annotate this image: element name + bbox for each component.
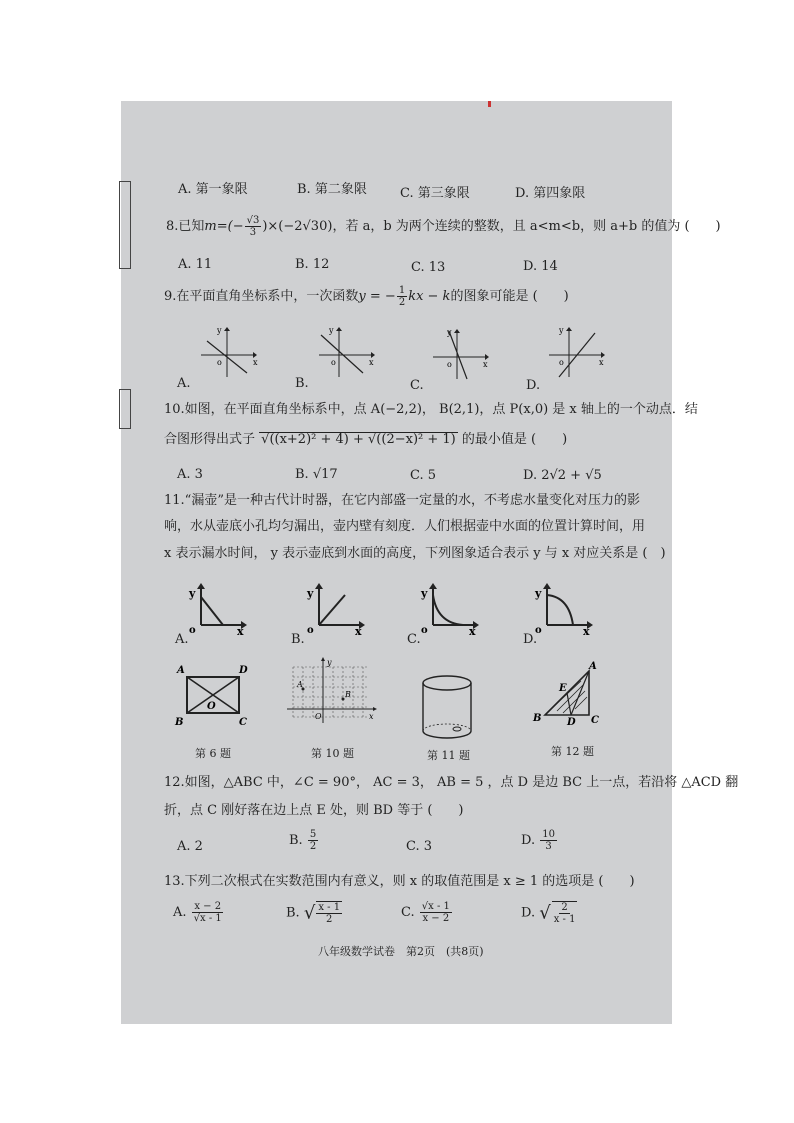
q9-frac-num: 1 xyxy=(398,285,406,296)
fig12-caption: 第 12 题 xyxy=(551,745,594,758)
q9-suffix: 的图象可能是 ( ) xyxy=(450,289,569,304)
q9b-origin: o xyxy=(331,358,336,367)
q10-option-b: B. √17 xyxy=(295,467,338,482)
q7-option-a: A. 第一象限 xyxy=(178,182,248,197)
q9-option-b: B. xyxy=(295,376,309,391)
q8-option-a: A. 11 xyxy=(178,257,213,272)
q8-option-c: C. 13 xyxy=(411,260,446,275)
fig6-caption: 第 6 题 xyxy=(195,747,231,760)
q8-m-start: m=(− xyxy=(204,219,244,234)
q11-line2: 响，水从壶底小孔均匀漏出，壶内壁有刻度．人们根据壶中水面的位置计算时间，用 xyxy=(164,519,646,534)
fig10-label-y: y xyxy=(327,658,332,667)
q8-frac-den: 3 xyxy=(249,227,257,238)
q13-option-d-frac xyxy=(552,901,578,925)
figure-6 xyxy=(173,663,249,728)
q12-d-den: 3 xyxy=(545,841,552,852)
q8-suffix: ，若 a，b 为两个连续的整数，且 a<m<b，则 a+b 的值为 ( ) xyxy=(332,219,721,234)
q9d-y-label: y xyxy=(559,326,564,335)
q13-c-num: √x - 1 xyxy=(421,901,450,912)
q9-graph-d xyxy=(545,325,607,381)
q13-option-b: B. √ $\frac{x - 1}{2}$ xyxy=(286,902,341,925)
q12-option-d xyxy=(521,829,558,852)
q13-c-den: x − 2 xyxy=(422,913,450,924)
svg-text:o: o xyxy=(307,625,314,636)
q7-option-c: C. 第三象限 xyxy=(400,186,470,201)
q13-a-num: x − 2 xyxy=(194,901,222,912)
q9c-x-label: x xyxy=(483,360,488,369)
fig12-label-a: A xyxy=(589,661,597,672)
figure-11 xyxy=(417,671,477,747)
q11-option-c: C. xyxy=(407,632,421,647)
q10-option-d: D. 2√2 + √5 xyxy=(523,468,602,483)
q9-prefix: 9.在平面直角坐标系中，一次函数 xyxy=(164,289,359,304)
q13-option-c-frac xyxy=(420,901,452,924)
q13-a-den: √x - 1 xyxy=(193,913,222,924)
q13-stem: 13.下列二次根式在实数范围内有意义，则 x 的取值范围是 x ≥ 1 的选项是 ( ) xyxy=(164,874,635,889)
q12-option-a: A. 2 xyxy=(177,839,203,854)
q12-line1: 12.如图，△ABC 中，∠C = 90°， AC = 3， AB = 5 ，点 D 是边 BC 上一点，若沿将 △ACD 翻 xyxy=(164,775,739,790)
q11-option-b: B. xyxy=(291,632,305,647)
margin-box-bottom xyxy=(119,389,131,429)
fig11-caption: 第 11 题 xyxy=(427,749,470,762)
exam-page xyxy=(121,101,739,1024)
q13-option-b-frac xyxy=(316,901,342,925)
fig10-label-o: O xyxy=(315,712,322,721)
q10-line2-end: 的最小值是 ( ) xyxy=(461,432,568,447)
q12-option-c: C. 3 xyxy=(406,839,433,854)
q9-fraction xyxy=(397,285,407,308)
q11-option-d: D. xyxy=(523,632,538,647)
q9a-origin: o xyxy=(217,358,222,367)
q9-graph-c xyxy=(429,327,491,383)
q13-option-a-frac xyxy=(192,901,224,924)
q9d-x-label: x xyxy=(599,358,604,367)
q9b-y-label: y xyxy=(329,326,334,335)
q10-line1: 10.如图，在平面直角坐标系中，点 A(−2,2)， B(2,1)，点 P(x,0) 是 x 轴上的一个动点．结 xyxy=(164,402,698,417)
q13-option-c xyxy=(401,901,453,924)
q9d-origin: o xyxy=(559,358,564,367)
q10-expression: √((x+2)² + 4) + √((2−x)² + 1) xyxy=(261,432,456,447)
fig10-caption: 第 10 题 xyxy=(311,747,354,760)
q9-option-c: C. xyxy=(410,378,424,393)
fig12-label-d: D xyxy=(567,717,576,728)
q12-option-b xyxy=(289,829,319,852)
q10-option-a: A. 3 xyxy=(177,467,203,482)
q12-d-num: 10 xyxy=(542,829,555,840)
svg-text:x: x xyxy=(583,625,590,638)
q9a-y-label: y xyxy=(217,326,222,335)
q13-option-c-label: C. xyxy=(401,905,415,920)
q8-m-end: )×(−2√30) xyxy=(262,219,333,234)
q13-b-den: 2 xyxy=(326,914,333,925)
svg-text:o: o xyxy=(189,625,196,636)
q8-option-b: B. 12 xyxy=(295,257,330,272)
svg-text:y: y xyxy=(535,587,542,600)
q8-stem xyxy=(166,215,721,238)
q11-graph-d xyxy=(533,583,595,638)
q13-option-b-label: B. xyxy=(286,905,300,921)
fig6-label-c: C xyxy=(239,717,247,728)
q11-option-a: A. xyxy=(175,632,189,647)
fig6-label-o: O xyxy=(207,701,216,712)
q11-line3: x 表示漏水时间， y 表示壶底到水面的高度，下列图象适合表示 y 与 x 对应关系是 ( ) xyxy=(164,546,666,561)
svg-text:o: o xyxy=(421,625,428,636)
svg-text:o: o xyxy=(535,625,542,636)
q13-option-a-label: A. xyxy=(173,905,187,920)
q9-y-end: kx − k xyxy=(408,289,451,304)
q12-line2: 折，点 C 刚好落在边上点 E 处，则 BD 等于 ( ) xyxy=(164,803,464,818)
q10-line2-start: 合图形得出式子 xyxy=(164,432,256,447)
fig12-label-c: C xyxy=(591,715,599,726)
q12-option-d-frac xyxy=(540,829,557,852)
q7-option-d: D. 第四象限 xyxy=(515,186,586,201)
q13-option-a xyxy=(173,901,225,924)
q9-graph-b xyxy=(315,325,377,381)
q10-line2 xyxy=(164,431,567,448)
q9-y-start: y = − xyxy=(358,289,396,304)
svg-text:x: x xyxy=(469,625,476,638)
q11-graph-a xyxy=(187,583,249,638)
q13-option-d: D. √ $\frac{2}{x - 1}$ xyxy=(521,902,576,925)
red-mark xyxy=(488,101,491,107)
q11-line1: 11.“漏壶”是一种古代计时器，在它内部盛一定量的水，不考虑水量变化对压力的影 xyxy=(164,493,640,508)
q11-graph-c xyxy=(419,583,481,638)
q8-prefix: 8.已知 xyxy=(166,219,205,234)
q12-b-den: 2 xyxy=(309,841,317,852)
page-footer: 八年级数学试卷 第2页 (共8页) xyxy=(318,945,484,958)
q8-option-d: D. 14 xyxy=(523,259,558,274)
q8-frac-num: √3 xyxy=(246,215,260,226)
fig12-label-e: E xyxy=(559,683,567,694)
q9b-x-label: x xyxy=(369,358,374,367)
fig10-label-b: B xyxy=(345,690,351,699)
q9-option-d: D. xyxy=(526,378,541,393)
fig6-label-b: B xyxy=(175,717,184,728)
svg-text:x: x xyxy=(237,625,244,638)
q9-graph-a xyxy=(197,325,259,381)
margin-box-top xyxy=(119,181,131,269)
q13-option-d-label: D. xyxy=(521,905,536,921)
q9-stem xyxy=(164,285,569,308)
figure-12 xyxy=(531,661,603,728)
q9a-x-label: x xyxy=(253,358,258,367)
q12-option-b-label: B. xyxy=(289,833,303,848)
q12-b-num: 5 xyxy=(309,829,317,840)
q8-fraction xyxy=(245,215,262,238)
q7-option-b: B. 第二象限 xyxy=(297,182,367,197)
q10-option-c: C. 5 xyxy=(410,468,437,483)
q9c-origin: o xyxy=(447,360,452,369)
q12-option-d-label: D. xyxy=(521,833,536,848)
svg-text:x: x xyxy=(355,625,362,638)
q9c-y-label: y xyxy=(447,328,452,337)
fig6-label-a: A xyxy=(177,665,185,676)
q13-b-num: x - 1 xyxy=(318,902,341,913)
fig12-label-b: B xyxy=(533,713,542,724)
fig10-label-x: x xyxy=(369,712,374,721)
q13-d-den: x - 1 xyxy=(553,914,576,925)
svg-text:y: y xyxy=(189,587,196,600)
fig6-label-d: D xyxy=(239,665,248,676)
q9-option-a: A. xyxy=(177,376,191,391)
q11-graph-b xyxy=(305,583,367,638)
fig10-label-a: A xyxy=(297,680,303,689)
figure-10 xyxy=(283,657,379,727)
svg-text:y: y xyxy=(307,587,314,600)
svg-text:y: y xyxy=(421,587,428,600)
q9-frac-den: 2 xyxy=(398,297,406,308)
q12-option-b-frac xyxy=(308,829,318,852)
q13-d-num: 2 xyxy=(561,902,568,913)
